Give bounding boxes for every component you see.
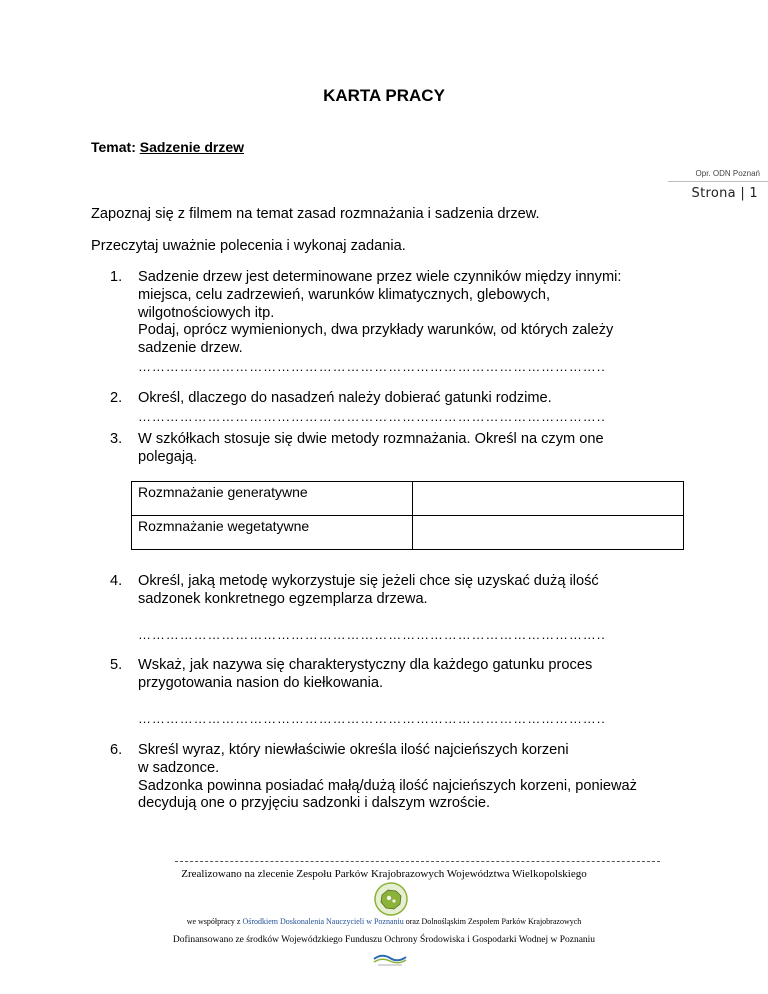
answer-line[interactable]: ………………………………………………………………………………………..	[138, 408, 606, 424]
methods-table	[131, 481, 684, 550]
footer-line-1: Zrealizowano na zlecenie Zespołu Parków Krajobrazowych Województwa Wielkopolskiego	[181, 868, 587, 880]
answer-line[interactable]: ………………………………………………………………………………………..	[138, 358, 606, 374]
method-answer-cell[interactable]	[413, 482, 684, 516]
table-row	[132, 482, 684, 516]
task-3-line-1: W szkółkach stosuje się dwie metody rozmnażania. Określ na czym one	[138, 431, 604, 447]
task-5-line-1: Wskaż, jak nazywa się charakterystyczny dla każdego gatunku proces	[138, 657, 593, 673]
footer-line-2	[0, 917, 768, 926]
task-4-line-1: Określ, jaką metodę wykorzystuje się jeżeli chce się uzyskać dużą ilość	[138, 573, 599, 589]
table-row	[132, 516, 684, 550]
method-label: Rozmnażanie generatywne	[132, 482, 413, 516]
answer-line[interactable]: ………………………………………………………………………………………..	[138, 626, 606, 642]
task-2-line-1: Określ, dlaczego do nasadzeń należy dobierać gatunki rodzime.	[138, 390, 552, 406]
method-answer-cell[interactable]	[413, 516, 684, 550]
prepared-by: Opr. ODN Poznań	[695, 169, 760, 178]
task-3-line-2: polegają.	[138, 448, 198, 465]
answer-line[interactable]: ………………………………………………………………………………………..	[138, 710, 606, 726]
task-number: 1.	[110, 269, 123, 285]
odn-link[interactable]: Ośrodkiem Doskonalenia Nauczycieli w Poznaniu	[242, 917, 404, 926]
topic-label: Temat:	[91, 139, 136, 155]
footer-text: we współpracy z	[186, 917, 243, 926]
topic	[91, 139, 244, 155]
intro-paragraph-2: Przeczytaj uważnie polecenia i wykonaj zadania.	[91, 238, 406, 254]
footer-text: oraz Dolnośląskim Zespołem Parków Krajobrazowych	[403, 917, 582, 926]
footer-line-3: Dofinansowano ze środków Wojewódzkiego Funduszu Ochrony Środowiska i Gospodarki Wodnej w Poznaniu	[172, 935, 596, 945]
topic-value: Sadzenie drzew	[139, 139, 245, 155]
task-1-line-2: miejsca, celu zadrzewień, warunków klimatycznych, glebowych,	[138, 286, 551, 303]
footer-divider	[175, 861, 660, 862]
page-number: Strona | 1	[691, 186, 758, 201]
method-label: Rozmnażanie wegetatywne	[132, 516, 413, 550]
header-divider	[668, 181, 768, 182]
task-6-line-1: Skreśl wyraz, który niewłaściwie określa ilość najcieńszych korzeni	[138, 742, 569, 758]
task-number: 2.	[110, 390, 123, 406]
task-1-line-3: wilgotnościowych itp.	[138, 304, 275, 321]
task-number: 6.	[110, 742, 123, 758]
task-6-line-2: w sadzonce.	[138, 759, 220, 776]
task-1-line-1: Sadzenie drzew jest determinowane przez wiele czynników między innymi:	[138, 269, 622, 285]
task-4-line-2: sadzonek konkretnego egzemplarza drzewa.	[138, 590, 428, 607]
wfosigw-logo-icon	[372, 952, 408, 966]
task-5-line-2: przygotowania nasion do kiełkowania.	[138, 674, 384, 691]
task-6-line-4: decydują one o przyjęciu sadzonki i dalszym wzroście.	[138, 795, 491, 812]
task-number: 5.	[110, 657, 123, 673]
task-number: 3.	[110, 431, 123, 447]
zpk-logo-icon	[374, 882, 408, 916]
intro-paragraph-1: Zapoznaj się z filmem na temat zasad rozmnażania i sadzenia drzew.	[91, 206, 540, 222]
task-number: 4.	[110, 573, 123, 589]
page-title: KARTA PRACY	[323, 86, 445, 105]
task-1-line-4: Podaj, oprócz wymienionych, dwa przykłady warunków, od których zależy	[138, 322, 614, 339]
task-6-line-3: Sadzonka powinna posiadać małą/dużą ilość najcieńszych korzeni, ponieważ	[138, 777, 637, 794]
task-1-line-5: sadzenie drzew.	[138, 340, 243, 357]
